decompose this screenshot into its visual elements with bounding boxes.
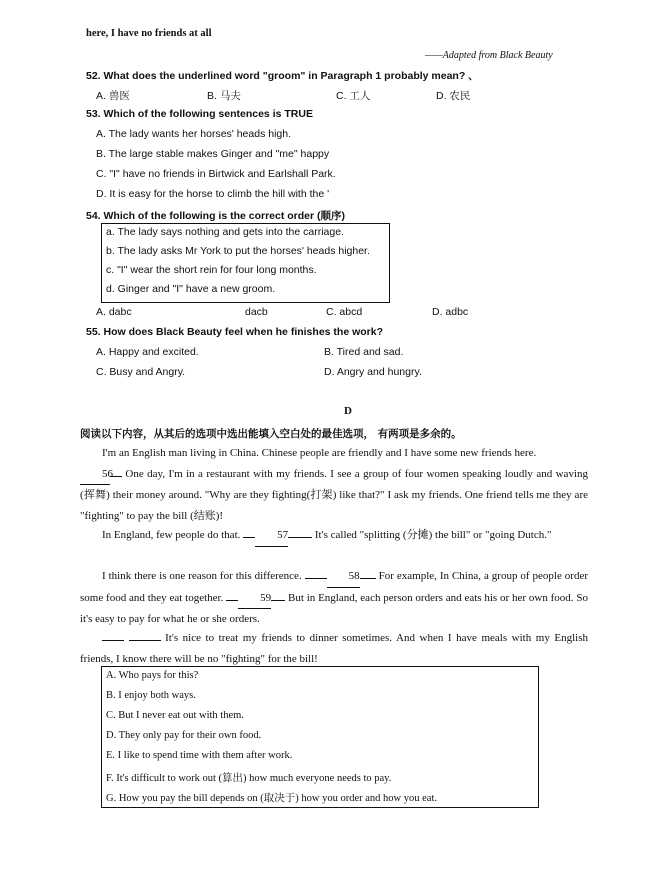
choice-c[interactable]: C. But I never eat out with them. <box>106 710 244 721</box>
para1-text-b: One day, I'm in a restaurant with my friends. I see a group of four women speaking loudly and waving (挥舞) their money around. "Why are they fighting(打架) like that?" I ask my friends. One friend tells me they are "fighting" to pay the bill (结账)! <box>80 467 588 522</box>
passage-paragraph-1 <box>80 443 588 526</box>
q55-option-b[interactable]: B. Tired and sad. <box>324 346 404 358</box>
passage-paragraph-3 <box>80 566 588 630</box>
order-item-b: b. The lady asks Mr York to put the horses' heads higher. <box>106 245 370 257</box>
choice-e[interactable]: E. I like to spend time with them after work. <box>106 750 293 761</box>
blank-56[interactable] <box>80 464 113 486</box>
q52-option-d[interactable]: D. 农民 <box>436 90 471 102</box>
blank-58-tail <box>360 578 376 579</box>
blank-57-tail <box>288 537 312 538</box>
para3-text-a: I think there is one reason for this difference. <box>102 570 302 582</box>
q54-option-d[interactable]: D. adbc <box>432 306 469 318</box>
blank-58-lead <box>305 578 327 579</box>
blank-58[interactable] <box>327 566 360 588</box>
choice-b[interactable]: B. I enjoy both ways. <box>106 690 196 701</box>
q55-option-d[interactable]: D. Angry and hungry. <box>324 366 422 378</box>
q52-option-b[interactable]: B. 马夫 <box>207 90 241 102</box>
order-item-d: d. Ginger and "I" have a new groom. <box>106 283 276 295</box>
q53-option-c[interactable]: C. "I" have no friends in Birtwick and Earlshall Park. <box>96 168 336 180</box>
q54-option-c[interactable]: C. abcd <box>326 306 363 318</box>
order-item-c: c. "I" wear the short rein for four long months. <box>106 264 317 276</box>
para4-text: It's nice to treat my friends to dinner sometimes. And when I have meals with my English friends, I know there will be no "fighting" for the bill! <box>80 632 588 665</box>
passage-paragraph-4 <box>80 628 588 669</box>
q53-option-a[interactable]: A. The lady wants her horses' heads high. <box>96 128 292 140</box>
q54-option-b[interactable]: dacb <box>245 306 268 318</box>
question-53-stem: 53. Which of the following sentences is TRUE <box>86 108 313 120</box>
passage-paragraph-2 <box>80 525 588 547</box>
blank-59-lead <box>226 600 238 601</box>
passage-continuation: here, I have no friends at all <box>86 28 212 39</box>
blank-59-tail <box>271 600 285 601</box>
question-54-stem: 54. Which of the following is the correct order (顺序) <box>86 210 346 222</box>
para1-text-a: I'm an English man living in China. Chinese people are friendly and I have some new friends here. <box>102 447 537 459</box>
blank-57-lead <box>243 537 255 538</box>
blank-57[interactable] <box>255 525 288 547</box>
choice-a[interactable]: A. Who pays for this? <box>106 670 199 681</box>
choice-f[interactable]: F. It's difficult to work out (算出) how much everyone needs to pay. <box>106 773 392 784</box>
para3-text-c: But in England, each person orders and eats his or her own food. So it's easy to pay for what he or she orders. <box>80 591 588 626</box>
para3-text-b: For example, In China, a group of people order some food and they eat together. <box>80 570 589 604</box>
q52-option-a[interactable]: A. 兽医 <box>96 90 130 102</box>
answer-choices-box <box>101 666 539 808</box>
blank-56-tail <box>110 476 122 477</box>
blank-60-lead <box>102 640 124 641</box>
blank-60-tail <box>143 640 161 641</box>
blank-58-number: 58 <box>348 570 360 582</box>
para2-text-b: It's called "splitting (分摊) the bill" or "going Dutch." <box>312 529 552 541</box>
blank-59[interactable] <box>238 588 271 610</box>
choice-d[interactable]: D. They only pay for their own food. <box>106 730 262 741</box>
blank-57-number: 57 <box>277 529 289 541</box>
blank-56-number: 56 <box>102 467 113 480</box>
order-items-box <box>101 223 390 303</box>
source-credit: ——Adapted from Black Beauty <box>425 50 553 61</box>
q53-option-d[interactable]: D. It is easy for the horse to climb the hill with the ' <box>96 188 330 200</box>
q54-option-a[interactable]: A. dabc <box>96 306 132 318</box>
q55-option-c[interactable]: C. Busy and Angry. <box>96 366 186 378</box>
para2-text-a: In England, few people do that. <box>102 529 241 541</box>
blank-59-number: 59 <box>260 591 272 604</box>
question-52-stem: 52. What does the underlined word "groom" in Paragraph 1 probably mean? 、 <box>86 70 479 82</box>
choice-g[interactable]: G. How you pay the bill depends on (取决于) how you order and how you eat. <box>106 793 437 804</box>
question-55-stem: 55. How does Black Beauty feel when he finishes the work? <box>86 326 383 338</box>
q52-option-c[interactable]: C. 工人 <box>336 90 371 102</box>
blank-60[interactable] <box>129 640 143 641</box>
order-item-a: a. The lady says nothing and gets into the carriage. <box>106 226 344 238</box>
q53-option-b[interactable]: B. The large stable makes Ginger and "me" happy <box>96 148 330 160</box>
section-d-label: D <box>344 405 352 417</box>
section-d-instruction: 阅读以下内容，从其后的选项中选出能填入空白处的最佳选项， 有两项是多余的。 <box>80 428 462 440</box>
q55-option-a[interactable]: A. Happy and excited. <box>96 346 199 358</box>
